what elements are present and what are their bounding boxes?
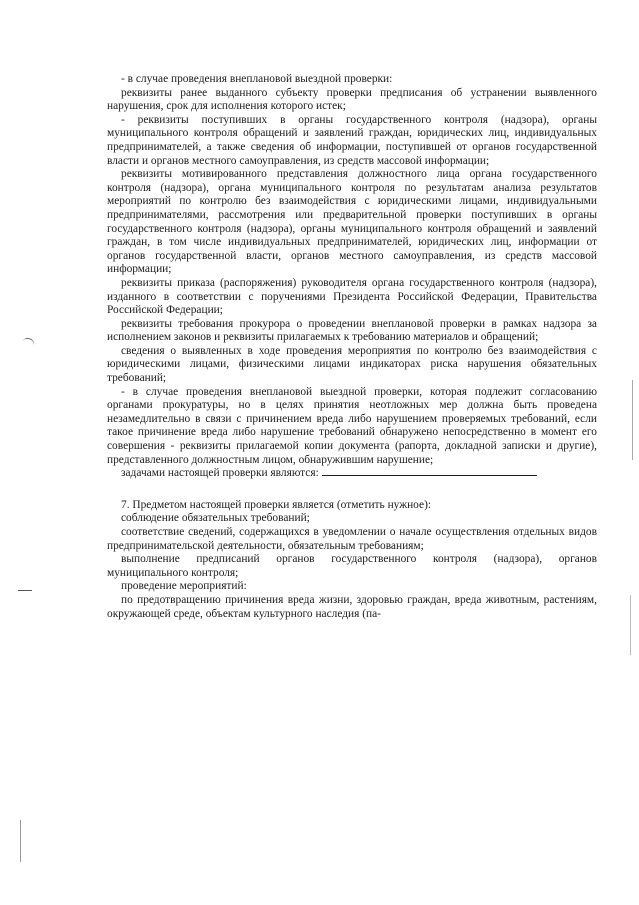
paragraph-text: по предотвращению причинения вреда жизни, здоровью граждан, вреда животным, растениям, окружающей среде, объектам культурного наследия (па- bbox=[107, 593, 597, 620]
paragraph bbox=[107, 168, 597, 277]
paragraph-text: сведения о выявленных в ходе проведения мероприятия по контролю без взаимодействия с юридическими лицами, физическими лицами индикаторах риска нарушения обязательных требований; bbox=[107, 344, 597, 385]
paragraph-text: соответствие сведений, содержащихся в уведомлении о начале осуществления отдельных видов предпринимательской деятельности, обязательным требованиям; bbox=[107, 526, 597, 552]
paragraph bbox=[107, 467, 597, 481]
paragraph-text: - в случае проведения внеплановой выездной проверки: bbox=[121, 73, 393, 85]
paragraph-text: реквизиты требования прокурора о проведении внеплановой проверки в рамках надзора за исполнением законов и реквизиты прилагаемых к требованию материалов и обращений; bbox=[107, 317, 597, 344]
paragraph bbox=[107, 526, 597, 553]
paragraph bbox=[107, 277, 597, 318]
paragraph bbox=[107, 553, 597, 580]
paragraph bbox=[107, 114, 597, 168]
document-body bbox=[107, 73, 597, 621]
scan-artifact bbox=[21, 336, 36, 350]
paragraph bbox=[107, 345, 597, 386]
scan-artifact bbox=[632, 380, 633, 460]
scan-artifact bbox=[18, 590, 32, 591]
paragraph bbox=[107, 318, 597, 345]
paragraph bbox=[107, 512, 597, 526]
paragraph-text: реквизиты ранее выданного субъекту проверки предписания об устранении выявленного нарушения, срок для исполнения которого истек; bbox=[107, 86, 597, 113]
paragraph-text: - реквизиты поступивших в органы государственного контроля (надзора), органы муниципального контроля обращений и заявлений граждан, юридических лиц, индивидуальных предпринимателей, а также сведения об информации, поступившей от органов государственной власти и органов местного самоуправления, из средств массовой информации; bbox=[107, 113, 597, 167]
paragraph bbox=[107, 580, 597, 594]
grounds-section bbox=[107, 73, 597, 481]
fill-in-line bbox=[322, 474, 537, 476]
paragraph bbox=[107, 73, 597, 87]
section-7 bbox=[107, 499, 597, 621]
paragraph-text: 7. Предметом настоящей проверки является (отметить нужное): bbox=[121, 498, 432, 511]
paragraph-text: - в случае проведения внеплановой выездной проверки, которая подлежит согласованию органами прокуратуры, но в целях принятия неотложных мер должна быть проведена незамедлительно в связи с причинением вреда либо нарушением проверяемых требований, если такое причинение вреда либо нарушение требований обнаружено непосредственно в момент его совершения - реквизиты прилагаемой копии документа (рапорта, докладной записки и другие), представленного должностным лицом, обнаружившим нарушение; bbox=[107, 385, 597, 466]
scan-artifact bbox=[630, 595, 631, 655]
paragraph-text: соблюдение обязательных требований; bbox=[121, 512, 310, 525]
paragraph-text: задачами настоящей проверки являются: bbox=[121, 467, 319, 480]
section-spacer bbox=[107, 481, 597, 499]
paragraph-text: реквизиты приказа (распоряжения) руководителя органа государственного контроля (надзора), изданного в соответствии с поручениями Президента Российской Федерации, Правительства Российской Федерации; bbox=[107, 276, 597, 317]
paragraph-text: проведение мероприятий: bbox=[121, 580, 247, 593]
paragraph bbox=[107, 87, 597, 114]
paragraph-text: выполнение предписаний органов государственного контроля (надзора), органов муниципального контроля; bbox=[107, 553, 597, 579]
paragraph bbox=[107, 386, 597, 468]
paragraph-text: реквизиты мотивированного представления должностного лица органа государственного контроля (надзора), органа муниципального контроля по результатам анализа результатов мероприятий по контролю без взаимодействия с юридическими лицами, индивидуальными предпринимателями, рассмотрения или предварительной проверки поступивших в органы государственного контроля (надзора), органы муниципального контроля обращений и заявлений граждан, в том числе индивидуальных предпринимателей, юридических лиц, информации от органов государственной власти, органов местного самоуправления, из средств массовой информации; bbox=[107, 168, 597, 276]
paragraph bbox=[107, 499, 597, 513]
paragraph bbox=[107, 594, 597, 621]
scan-artifact bbox=[20, 820, 21, 862]
